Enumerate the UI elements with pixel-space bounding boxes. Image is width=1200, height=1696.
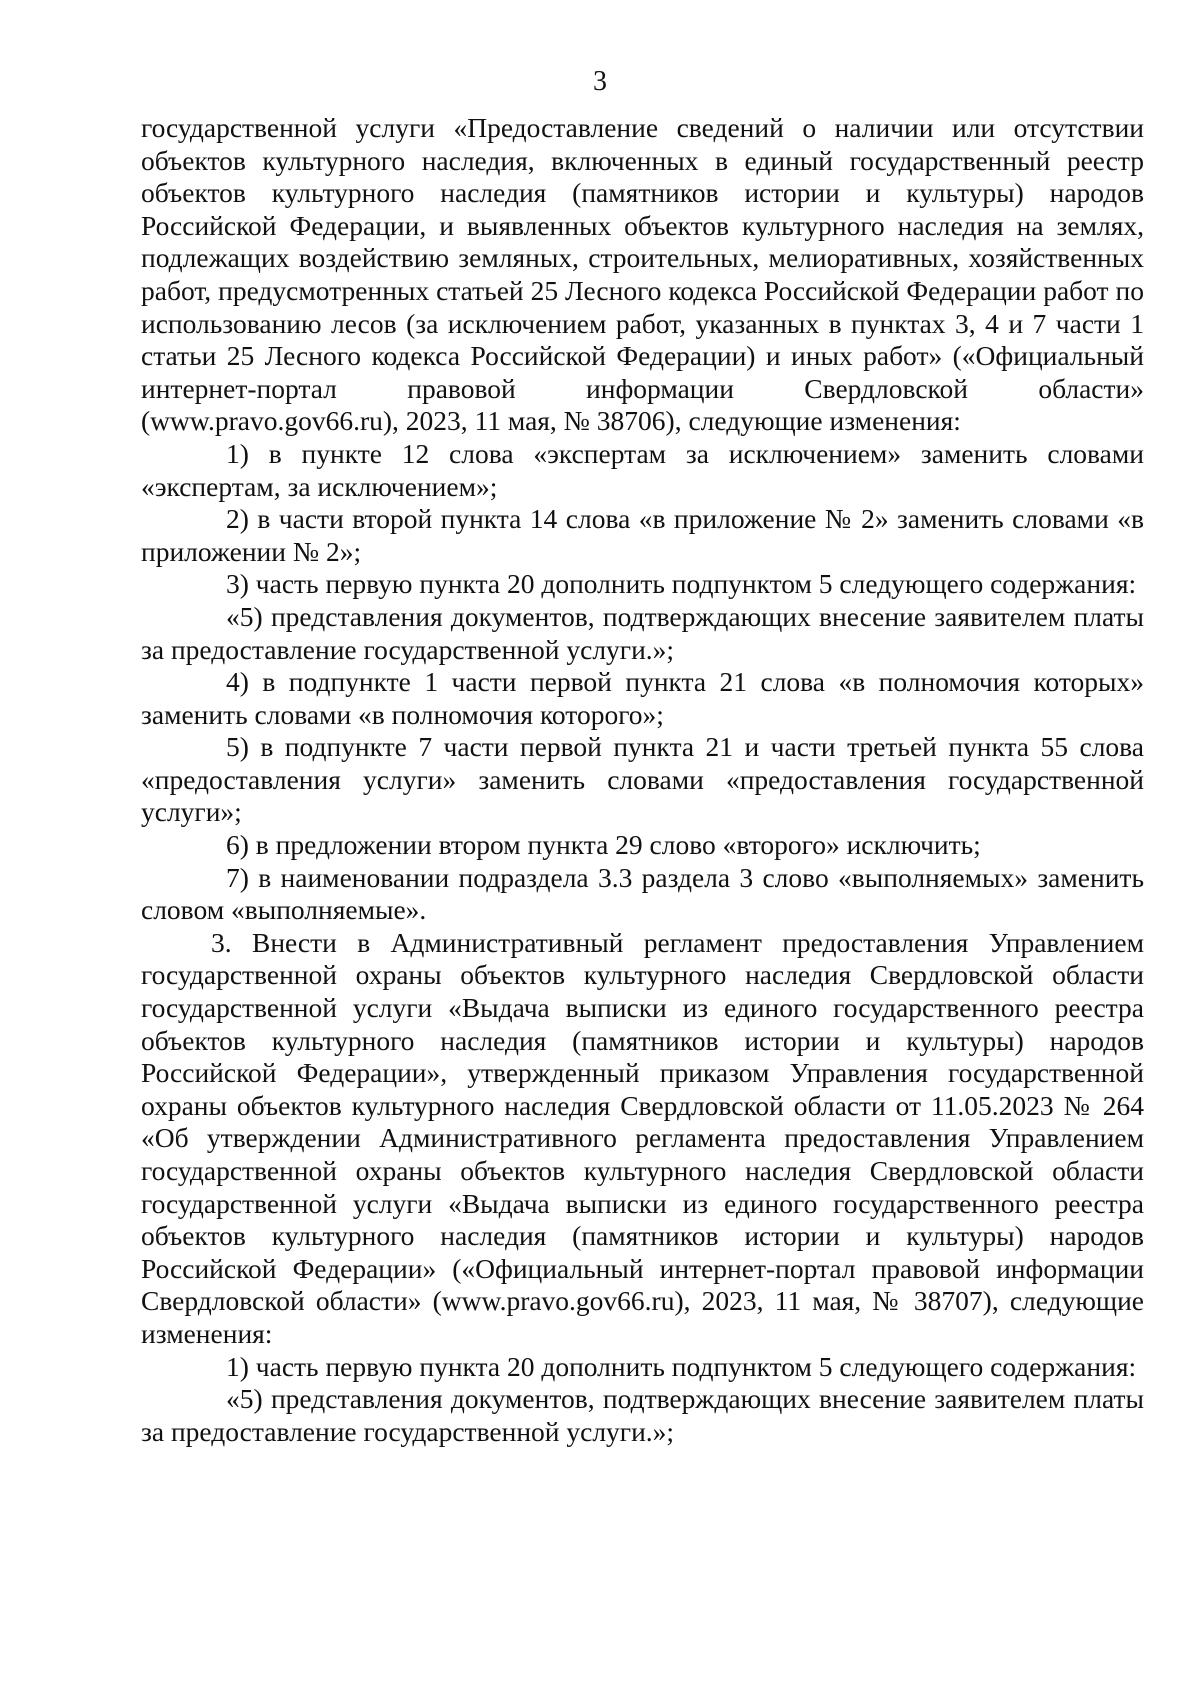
page-number: 3 — [593, 66, 607, 97]
paragraph-item-5: 5) в подпункте 7 части первой пункта 21 и части третьей пункта 55 слова «предоставления услуги» заменить словами «предоставления государственной услуги»; — [141, 731, 1144, 828]
paragraph-section-3: 3. Внести в Административный регламент предоставления Управлением государственной охраны объектов культурного наследия Свердловской области государственной услуги «Выдача выписки из единого государственного реестра объектов культурного наследия (памятников истории и культуры) народов Российской Федерации», утвержденный приказом Управления государственной охраны объектов культурного наследия Свердловской области от 11.05.2023 № 264 «Об утверждении Административного регламента предоставления Управлением государственной охраны объектов культурного наследия Свердловской области государственной услуги «Выдача выписки из единого государственного реестра объектов культурного наследия (памятников истории и культуры) народов Российской Федерации» («Официальный интернет-портал правовой информации Свердловской области» (www.pravo.gov66.ru), 2023, 11 мая, № 38707), следующие изменения: — [141, 926, 1144, 1349]
paragraph-item-2: 2) в части второй пункта 14 слова «в приложение № 2» заменить словами «в приложении № 2»; — [141, 503, 1144, 567]
paragraph-intro-continuation: государственной услуги «Предоставление сведений о наличии или отсутствии объектов культурного наследия, включенных в единый государственный реестр объектов культурного наследия (памятников истории и культуры) народов Российской Федерации, и выявленных объектов культурного наследия на землях, подлежащих воздействию земляных, строительных, мелиоративных, хозяйственных работ, предусмотренных статьей 25 Лесного кодекса Российской Федерации работ по использованию лесов (за исключением работ, указанных в пунктах 3, 4 и 7 части 1 статьи 25 Лесного кодекса Российской Федерации) и иных работ» («Официальный интернет-портал правовой информации Свердловской области» (www.pravo.gov66.ru), 2023, 11 мая, № 38706), следующие изменения: — [141, 112, 1144, 437]
paragraph-item-3: 3) часть первую пункта 20 дополнить подпунктом 5 следующего содержания: — [226, 568, 1137, 600]
paragraph-item-7: 7) в наименовании подраздела 3.3 раздела 3 слово «выполняемых» заменить словом «выполняемые». — [141, 861, 1144, 926]
paragraph-section-3-item-1: 1) часть первую пункта 20 дополнить подпунктом 5 следующего содержания: — [226, 1350, 1137, 1382]
document-body — [141, 112, 1144, 1448]
paragraph-item-1: 1) в пункте 12 слова «экспертам за исключением» заменить словами «экспертам, за исключением»; — [141, 437, 1144, 502]
paragraph-item-4: 4) в подпункте 1 части первой пункта 21 слова «в полномочия которых» заменить словами «в полномочия которого»; — [141, 666, 1144, 730]
paragraph-item-6: 6) в предложении втором пункта 29 слово «второго» исключить; — [226, 829, 981, 861]
paragraph-section-3-quote-5: «5) представления документов, подтверждающих внесение заявителем платы за предоставление государственной услуги.»; — [141, 1383, 1144, 1447]
paragraph-quote-5: «5) представления документов, подтверждающих внесение заявителем платы за предоставление государственной услуги.»; — [141, 600, 1144, 665]
